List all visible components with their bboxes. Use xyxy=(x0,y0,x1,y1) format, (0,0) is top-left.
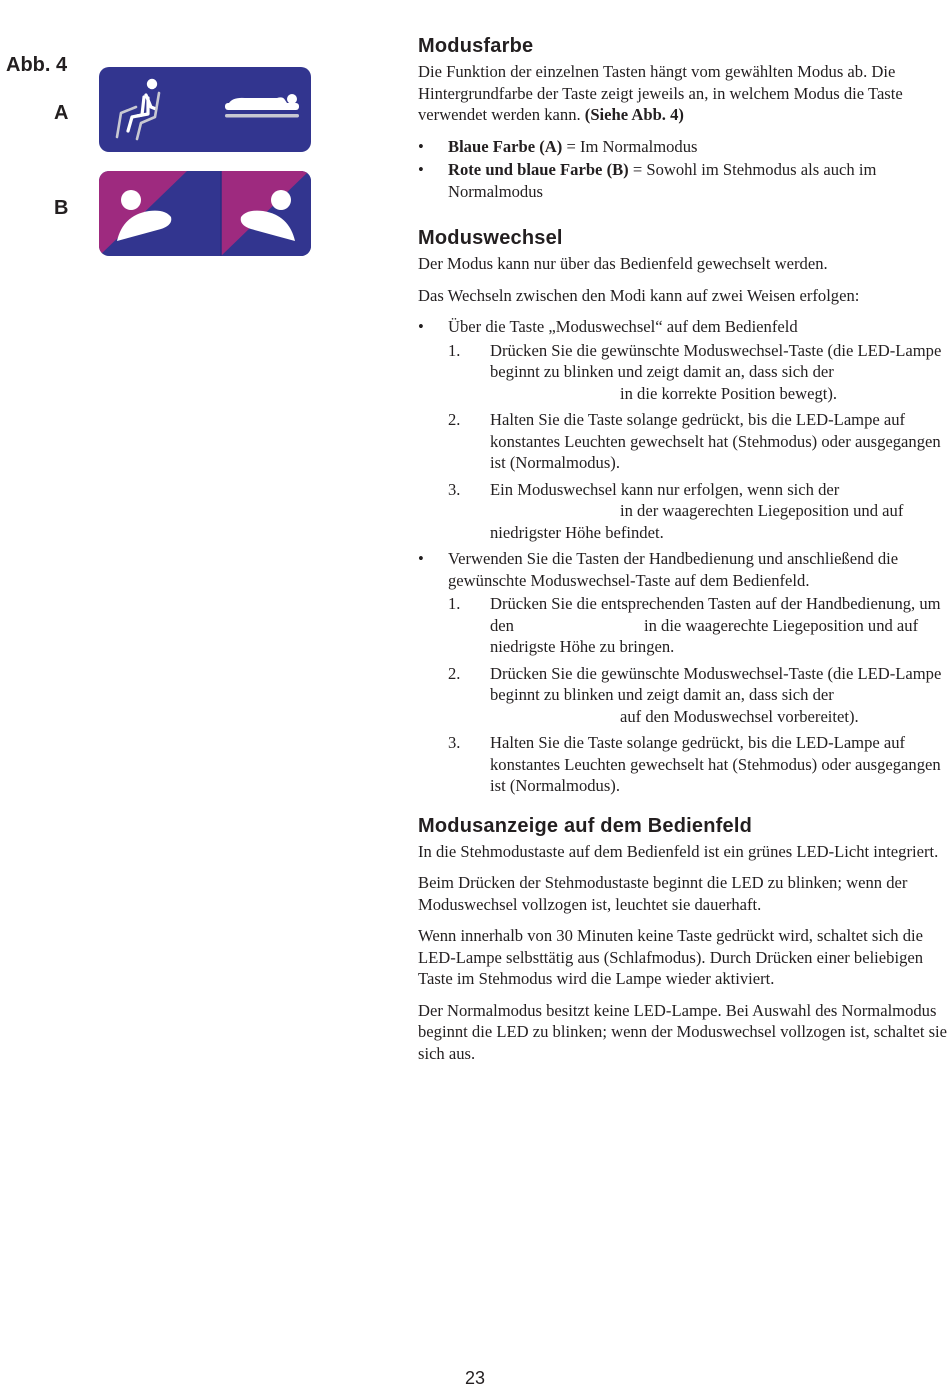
list-item xyxy=(418,159,950,202)
heading-modusfarbe: Modusfarbe xyxy=(418,35,534,57)
bullet-glyph: • xyxy=(418,136,424,156)
page-number: 23 xyxy=(464,1368,486,1388)
modusanzeige-paragraph-1: In die Stehmodustaste auf dem Bedienfeld ist ein grünes LED-Licht integriert. xyxy=(418,841,939,861)
step-number: 1. xyxy=(448,594,461,613)
list-item-text: Verwenden Sie die Tasten der Handbedienung und anschließend die gewünschte Moduswechsel-Taste auf dem Bedienfeld. xyxy=(448,549,899,590)
list-item xyxy=(418,136,950,158)
step-text: auf den Moduswechsel vorbereitet). xyxy=(620,706,859,726)
step-item xyxy=(448,732,950,797)
tile-b-graphic xyxy=(99,171,311,256)
figure-label: Abb. 4 xyxy=(6,54,68,76)
list-item-text: = Sowohl im Stehmodus als auch im Normalmodus xyxy=(448,160,877,201)
step-item xyxy=(448,479,950,544)
modusfarbe-paragraph-text: Die Funktion der einzelnen Tasten hängt vom gewählten Modus ab. Die Hintergrundfarbe der Taste zeigt jeweils an, in welchem Modus die Taste verwendet werden kann. xyxy=(418,62,903,124)
modusfarbe-figure-reference: (Siehe Abb. 4) xyxy=(584,105,684,124)
step-item xyxy=(448,409,950,474)
row-b-label: B xyxy=(54,197,69,219)
moduswechsel-paragraph-2: Das Wechseln zwischen den Modi kann auf zwei Weisen erfolgen: xyxy=(418,285,860,305)
step-number: 3. xyxy=(448,733,461,752)
tile-a-graphic xyxy=(99,67,311,152)
steps-list xyxy=(448,593,950,797)
step-item xyxy=(448,593,950,658)
seated-person-icon xyxy=(117,79,159,139)
heading-modusanzeige: Modusanzeige auf dem Bedienfeld xyxy=(418,814,753,837)
step-number: 2. xyxy=(448,410,461,429)
modusfarbe-paragraph xyxy=(418,61,950,126)
lying-person-icon xyxy=(225,94,299,118)
step-text: Drücken Sie die entsprechenden Tasten auf der Handbedienung, um den xyxy=(490,594,941,635)
list-item-bold: Blaue Farbe (A) xyxy=(448,136,563,156)
step-item xyxy=(448,340,950,405)
mode-key-tile-a xyxy=(99,67,311,152)
heading-moduswechsel: Moduswechsel xyxy=(418,227,563,249)
moduswechsel-list xyxy=(418,316,950,797)
mode-key-tile-b xyxy=(99,171,311,256)
list-item xyxy=(418,316,950,543)
list-item-text: = Im Normalmodus xyxy=(562,136,698,156)
modusanzeige-paragraph-4: Der Normalmodus besitzt keine LED-Lampe. Bei Auswahl des Normalmodus beginnt die LED zu blinken; wenn der Moduswechsel vollzogen ist, schaltet sie sich aus. xyxy=(418,1000,948,1063)
step-text: in die waagerechte Liegeposition und auf niedrigste Höhe zu bringen. xyxy=(490,615,919,656)
modusfarbe-list xyxy=(418,136,950,203)
list-item-text: Über die Taste „Moduswechsel“ auf dem Bedienfeld xyxy=(448,317,798,336)
step-text: in der waagerechten Liegeposition und auf niedrigster Höhe befindet. xyxy=(490,501,904,542)
step-text: Halten Sie die Taste solange gedrückt, bis die LED-Lampe auf konstantes Leuchten gewechselt hat (Stehmodus) oder ausgegangen ist (Normalmodus). xyxy=(490,733,941,795)
bullet-glyph: • xyxy=(418,160,424,179)
step-text: Drücken Sie die gewünschte Moduswechsel-Taste (die LED-Lampe beginnt zu blinken und zeigt damit an, dass sich der xyxy=(490,663,942,704)
step-text: Halten Sie die Taste solange gedrückt, bis die LED-Lampe auf konstantes Leuchten gewechselt hat (Stehmodus) oder ausgegangen ist (Normalmodus). xyxy=(490,410,941,472)
step-text: in die korrekte Position bewegt). xyxy=(620,383,838,403)
bullet-glyph: • xyxy=(418,317,424,336)
list-item xyxy=(418,548,950,797)
step-text: Ein Moduswechsel kann nur erfolgen, wenn sich der xyxy=(490,479,840,499)
modusanzeige-paragraph-3: Wenn innerhalb von 30 Minuten keine Taste gedrückt wird, schaltet sich die LED-Lampe selbsttätig aus (Schlafmodus). Durch Drücken einer beliebigen Taste im Stehmodus wird die Lampe wieder aktiviert. xyxy=(418,926,924,988)
moduswechsel-paragraph-1: Der Modus kann nur über das Bedienfeld gewechselt werden. xyxy=(418,254,828,273)
step-text: Drücken Sie die gewünschte Moduswechsel-Taste (die LED-Lampe beginnt zu blinken und zeigt damit an, dass sich der xyxy=(490,340,942,381)
step-number: 3. xyxy=(448,479,461,499)
text-column xyxy=(418,34,950,1074)
step-number: 1. xyxy=(448,340,461,360)
row-a-label: A xyxy=(54,102,69,124)
list-item-bold: Rote und blaue Farbe (B) xyxy=(448,160,629,179)
modusanzeige-paragraph-2: Beim Drücken der Stehmodustaste beginnt die LED zu blinken; wenn der Moduswechsel vollzogen ist, leuchtet sie dauerhaft. xyxy=(418,873,908,914)
steps-list xyxy=(448,340,950,544)
step-item xyxy=(448,663,950,728)
step-number: 2. xyxy=(448,663,461,683)
bullet-glyph: • xyxy=(418,549,424,568)
